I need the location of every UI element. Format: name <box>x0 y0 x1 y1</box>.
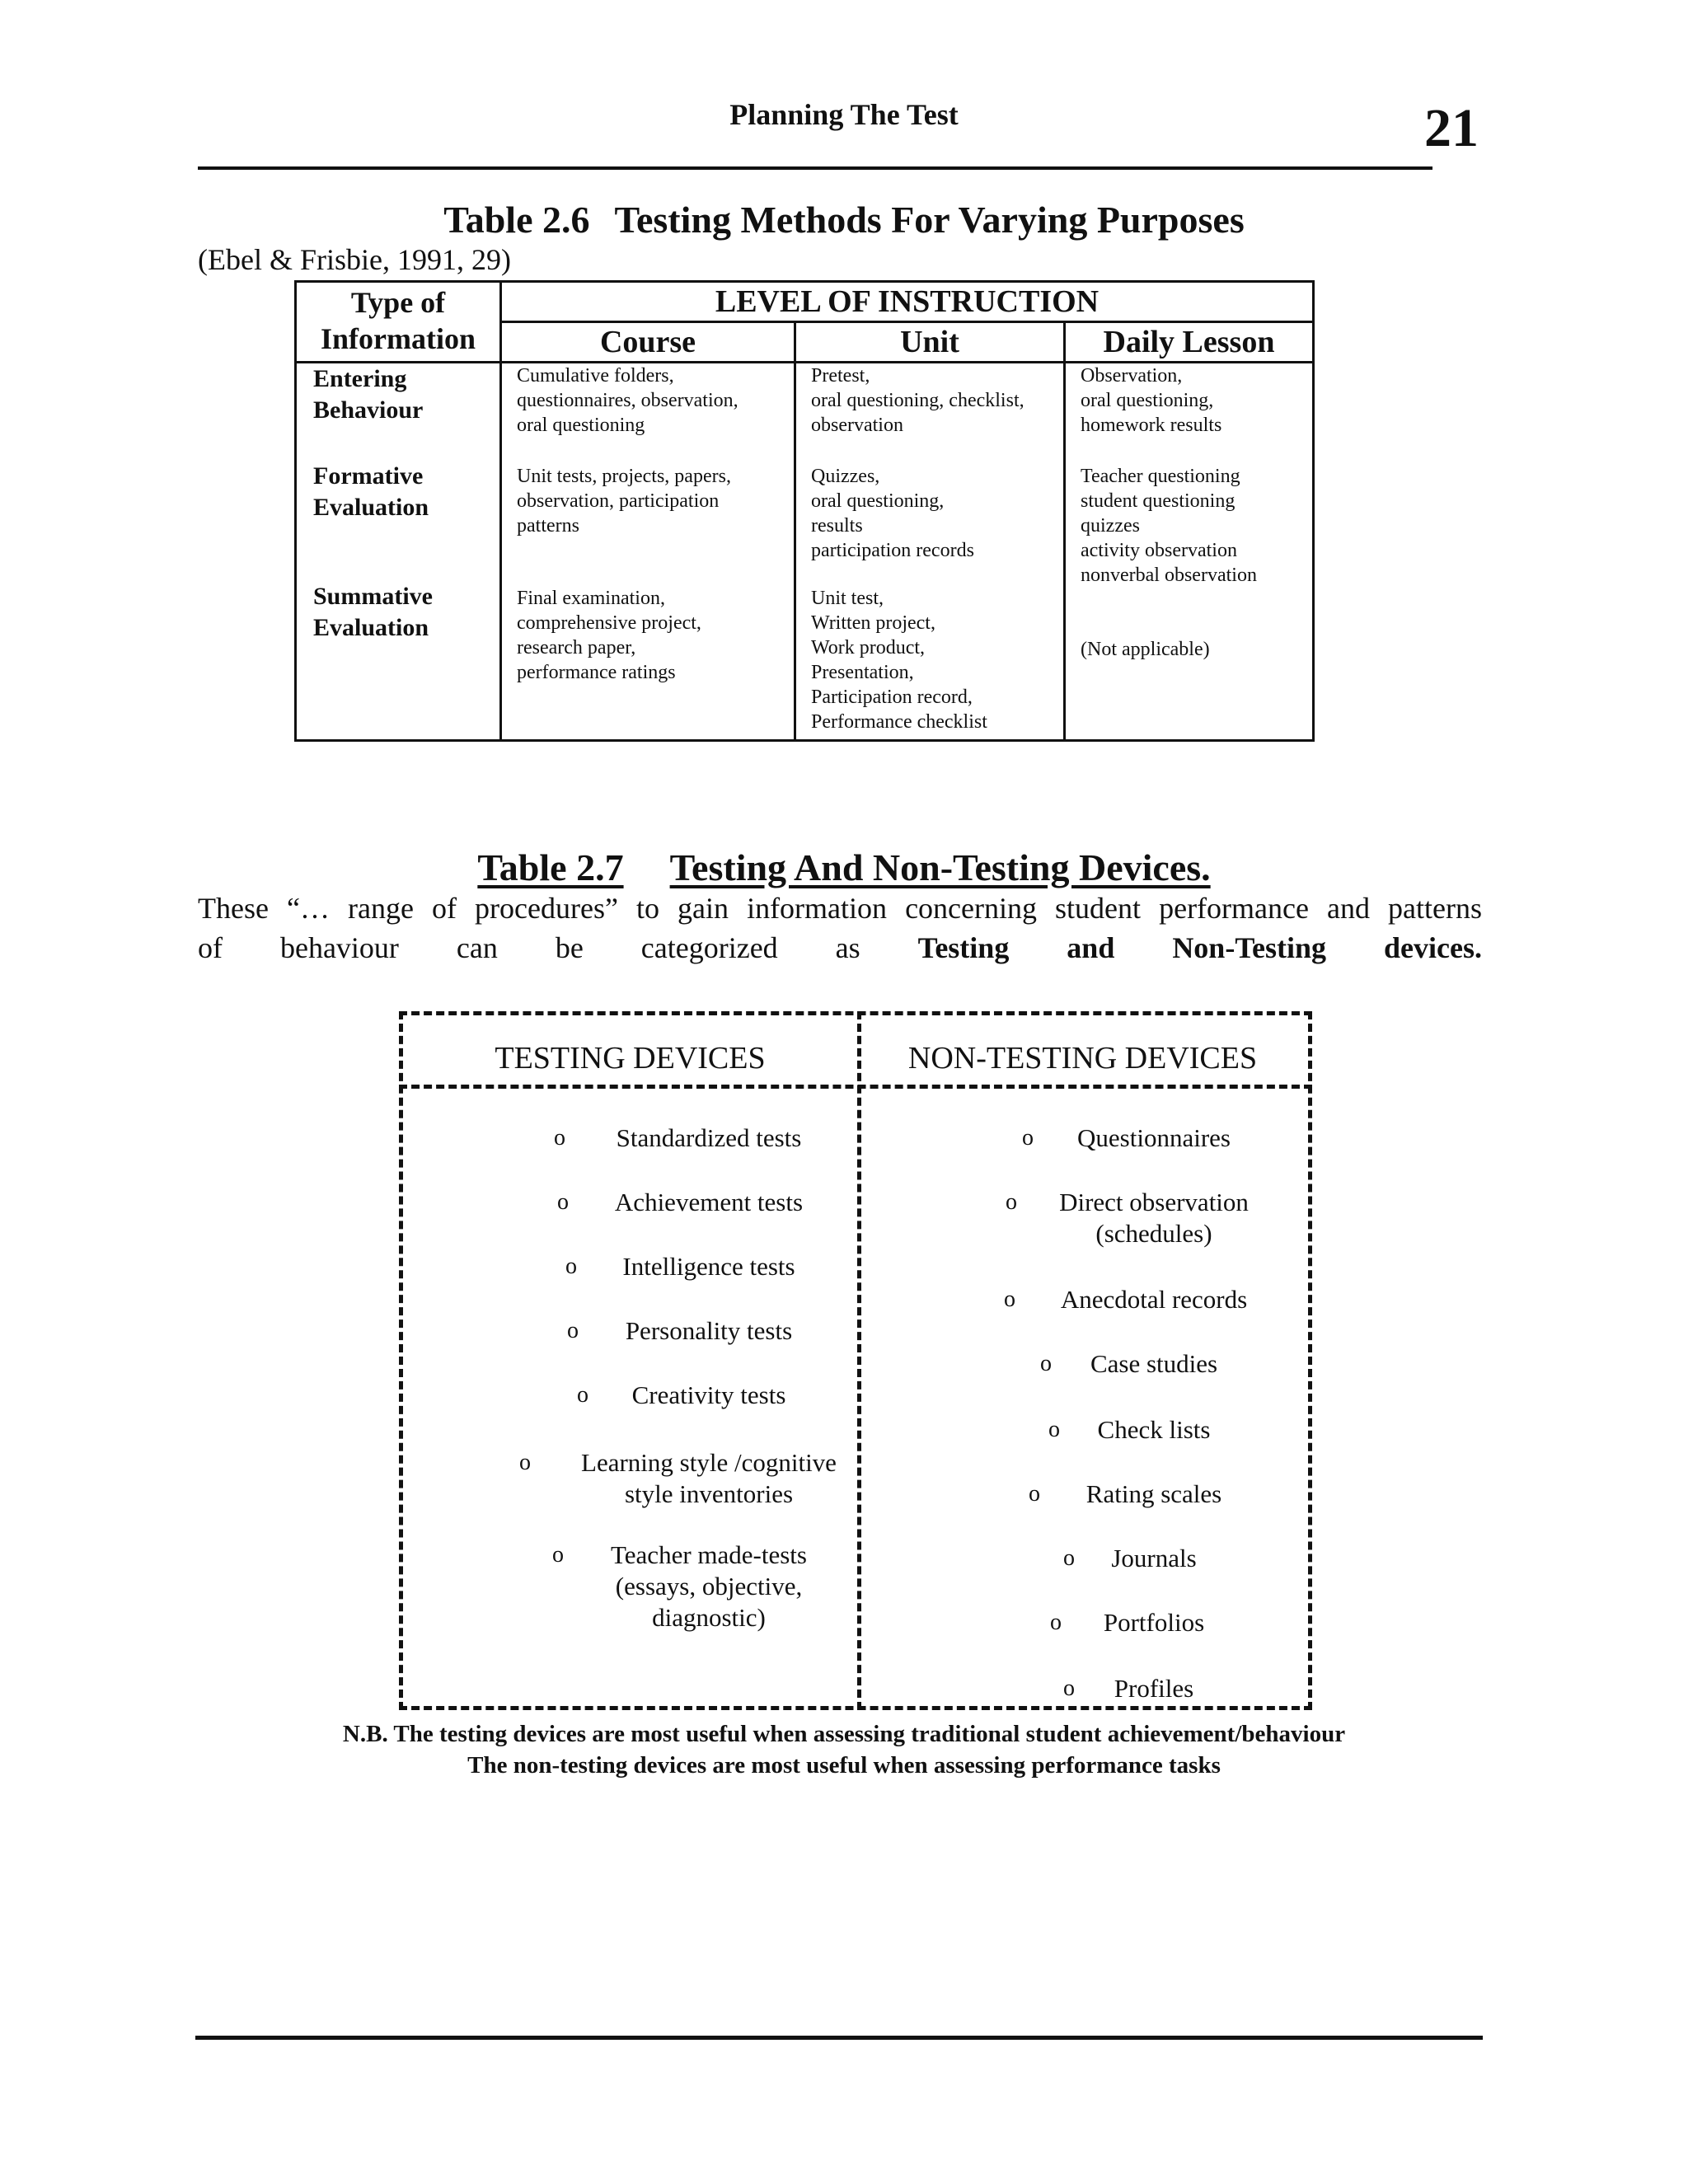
page-number: 21 <box>1424 98 1479 158</box>
row-labels-column <box>296 363 501 741</box>
cell-summative-daily: (Not applicable) <box>1081 639 1210 660</box>
list-item <box>552 1540 841 1633</box>
cell-entering-daily: Observation, oral questioning, homework results <box>1081 365 1222 436</box>
testing-device-label: Creativity tests <box>631 1380 786 1409</box>
intro-bold-word: Testing <box>917 931 1010 964</box>
cell-summative-unit: Unit test, Written project, Work product, Presentation, Participation record, Performance checklist <box>811 588 987 733</box>
bullet-marker: o <box>577 1382 588 1408</box>
testing-device-label: Achievement tests <box>614 1188 804 1216</box>
intro-word: as <box>835 931 860 964</box>
bullet-marker: o <box>1063 1545 1075 1571</box>
table-2-6-title <box>0 198 1688 241</box>
cell-entering-unit: Pretest, oral questioning, checklist, observation <box>811 365 1025 436</box>
footer-rule <box>195 2036 1483 2040</box>
cell-formative-course: Unit tests, projects, papers, observation, participation patterns <box>517 466 731 537</box>
cell-formative-unit: Quizzes, oral questioning, results participation records <box>811 466 974 561</box>
bullet-marker: o <box>1040 1351 1052 1376</box>
bullet-marker: o <box>1006 1189 1017 1215</box>
intro-line-1: These “… range of procedures” to gain information concerning student performance and patterns <box>198 892 1482 925</box>
bullet-marker: o <box>1050 1610 1062 1635</box>
bullet-marker: o <box>565 1254 577 1279</box>
list-item <box>557 1187 841 1218</box>
intro-word: be <box>555 931 584 964</box>
bullet-marker: o <box>552 1542 564 1568</box>
list-item <box>1030 1348 1278 1380</box>
list-item <box>565 1251 841 1282</box>
testing-device-label: Standardized tests <box>616 1123 802 1152</box>
intro-line-2 <box>198 928 1482 968</box>
bullet-marker: o <box>1004 1286 1015 1312</box>
intro-word: categorized <box>640 931 778 964</box>
table-2-6-caption: Testing Methods For Varying Purposes <box>614 199 1245 241</box>
cell-summative-course: Final examination, comprehensive project, research paper, performance ratings <box>517 588 701 683</box>
list-item <box>519 1447 857 1510</box>
table-2-6 <box>294 280 1315 742</box>
type-of-information-header: Type of Information <box>296 282 501 363</box>
non-testing-device-label: Questionnaires <box>1077 1123 1231 1152</box>
list-item <box>1030 1414 1278 1446</box>
list-item <box>1006 1187 1278 1249</box>
row-label-summative: Summative Evaluation <box>313 583 433 641</box>
intro-bold-word: Non-Testing <box>1172 931 1327 964</box>
testing-devices-header: TESTING DEVICES <box>495 1041 766 1076</box>
list-item <box>1030 1479 1278 1510</box>
daily-lesson-column <box>1065 363 1314 741</box>
non-testing-device-label: Anecdotal records <box>1060 1285 1248 1314</box>
table-2-7-title <box>0 846 1688 889</box>
cell-entering-course: Cumulative folders, questionnaires, observation, oral questioning <box>517 365 738 436</box>
note-line-1: N.B. The testing devices are most useful when assessing traditional student achievement/behaviour <box>342 1721 1346 1747</box>
column-header-daily-lesson: Daily Lesson <box>1065 322 1314 363</box>
column-header-course: Course <box>501 322 795 363</box>
list-item <box>1030 1543 1278 1574</box>
non-testing-device-label: Direct observation (schedules) <box>1059 1188 1249 1248</box>
unit-column <box>795 363 1065 741</box>
non-testing-device-label: Profiles <box>1114 1674 1194 1703</box>
list-item <box>567 1315 841 1347</box>
intro-word: behaviour <box>279 931 399 964</box>
bullet-marker: o <box>1063 1675 1075 1701</box>
table-2-7-caption: Testing And Non-Testing Devices. <box>669 846 1211 888</box>
bullet-marker: o <box>1048 1417 1060 1442</box>
table-2-6-label: Table 2.6 <box>443 199 590 241</box>
non-testing-device-label: Portfolios <box>1103 1608 1205 1637</box>
table-2-7-label: Table 2.7 <box>477 846 624 888</box>
list-item <box>1004 1284 1278 1315</box>
note-line-2: The non-testing devices are most useful when assessing performance tasks <box>467 1752 1221 1779</box>
testing-device-label: Learning style /cognitive style inventories <box>581 1448 837 1508</box>
row-label-entering: Entering Behaviour <box>313 365 424 424</box>
devices-header-divider <box>399 1085 1312 1089</box>
bullet-marker: o <box>567 1318 579 1343</box>
non-testing-device-label: Journals <box>1111 1544 1197 1572</box>
bullet-marker: o <box>519 1450 531 1475</box>
intro-word: can <box>456 931 498 964</box>
intro-bold-word: devices. <box>1384 931 1482 964</box>
column-header-unit: Unit <box>795 322 1065 363</box>
list-item <box>1030 1673 1278 1704</box>
devices-column-divider <box>857 1011 861 1710</box>
testing-device-label: Personality tests <box>625 1316 793 1345</box>
testing-device-label: Intelligence tests <box>622 1252 795 1281</box>
header-rule <box>198 166 1432 170</box>
testing-device-label: Teacher made-tests (essays, objective, diagnostic) <box>611 1540 807 1632</box>
cell-formative-daily: Teacher questioning student questioning quizzes activity observation nonverbal observation <box>1081 466 1257 586</box>
bullet-marker: o <box>554 1125 565 1151</box>
intro-word: of <box>198 931 223 964</box>
course-column <box>501 363 795 741</box>
level-of-instruction-header: LEVEL OF INSTRUCTION <box>501 282 1314 322</box>
list-item <box>577 1380 841 1411</box>
bullet-marker: o <box>1029 1481 1040 1507</box>
bullet-marker: o <box>557 1189 569 1215</box>
running-head: Planning The Test <box>729 98 959 131</box>
non-testing-device-label: Rating scales <box>1085 1479 1222 1508</box>
non-testing-device-label: Case studies <box>1090 1349 1218 1378</box>
list-item <box>554 1122 841 1154</box>
non-testing-device-label: Check lists <box>1097 1415 1211 1444</box>
list-item <box>1022 1122 1278 1154</box>
intro-bold-word: and <box>1067 931 1115 964</box>
list-item <box>1030 1607 1278 1638</box>
bullet-marker: o <box>1022 1125 1034 1151</box>
non-testing-devices-header: NON-TESTING DEVICES <box>907 1041 1258 1076</box>
table-2-6-source: (Ebel & Frisbie, 1991, 29) <box>198 243 511 276</box>
row-label-formative: Formative Evaluation <box>313 462 429 521</box>
